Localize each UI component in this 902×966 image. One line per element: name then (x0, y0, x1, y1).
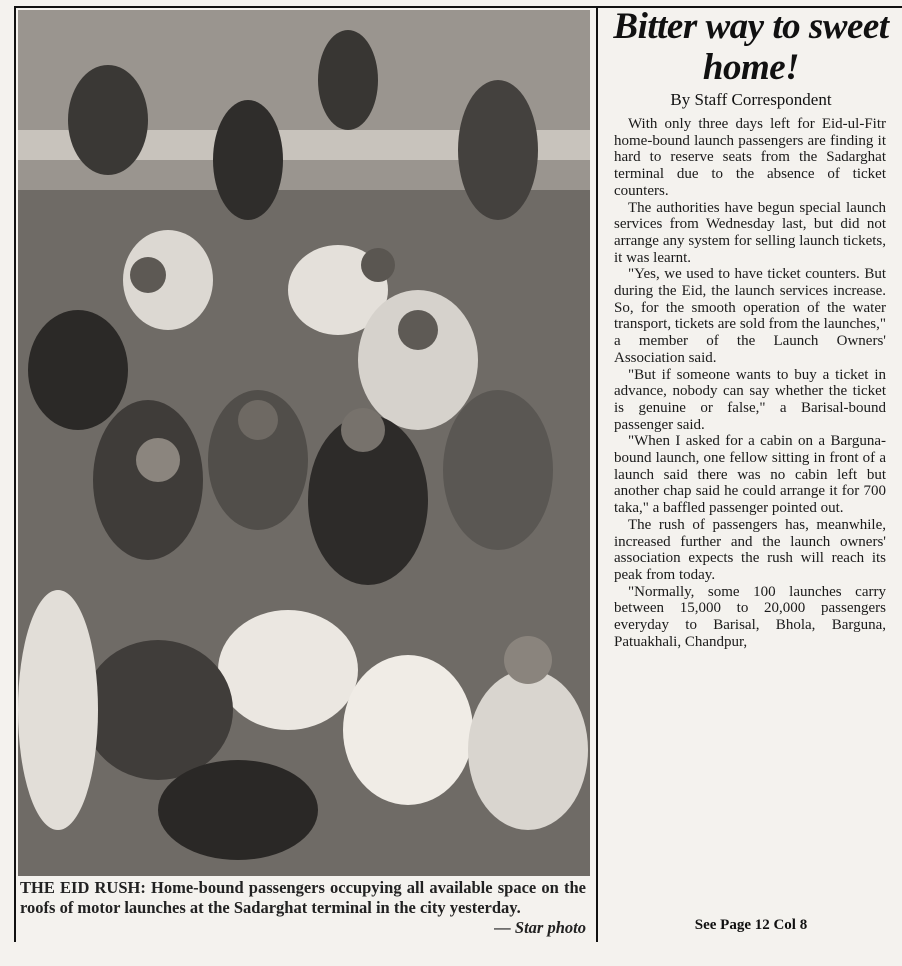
news-photo (18, 10, 590, 876)
photo-credit: — Star photo (494, 918, 586, 937)
paragraph: "Yes, we used to have ticket counters. But during the Eid, the launch services increase. So, for the smooth operation of the water transport, tickets are sold from the launches," a member of the Launch Owners' Association said. (614, 266, 886, 366)
article-body (614, 116, 886, 651)
left-rule (14, 6, 16, 942)
paragraph: "Normally, some 100 launches carry between 15,000 to 20,000 passengers everyday to Barisal, Bhola, Barguna, Patuakhali, Chandpur, (614, 583, 886, 650)
paragraph: The rush of passengers has, meanwhile, increased further and the launch owners' association expects the rush will reach its peak from today. (614, 516, 886, 583)
article-headline: Bitter way to sweet home! (613, 6, 889, 88)
paragraph: "But if someone wants to buy a ticket in advance, nobody can say whether the ticket is genuine or false," a Barisal-bound passenger said. (614, 366, 886, 433)
paragraph: With only three days left for Eid-ul-Fitr home-bound launch passengers are finding it hard to reserve seats from the Sadarghat terminal due to the absence of ticket counters. (614, 116, 886, 199)
caption-text: Home-bound passengers occupying all available space on the roofs of motor launches at the Sadarghat terminal in the city yesterday. (20, 878, 586, 917)
paragraph: The authorities have begun special launch services from Wednesday last, but did not arrange any system for selling launch tickets, it was learnt. (614, 199, 886, 266)
paragraph: "When I asked for a cabin on a Barguna-bound launch, one fellow sitting in front of a launch said there was no cabin left but another chap said he could arrange it for 700 taka," a baffled passenger pointed out. (614, 433, 886, 517)
crowd-photo-illustration (18, 10, 590, 876)
article-byline: By Staff Correspondent (670, 90, 832, 109)
column-divider (596, 6, 598, 942)
continuation-note: See Page 12 Col 8 (694, 917, 808, 933)
photo-caption (20, 878, 586, 938)
caption-lead: THE EID RUSH: (20, 878, 146, 897)
